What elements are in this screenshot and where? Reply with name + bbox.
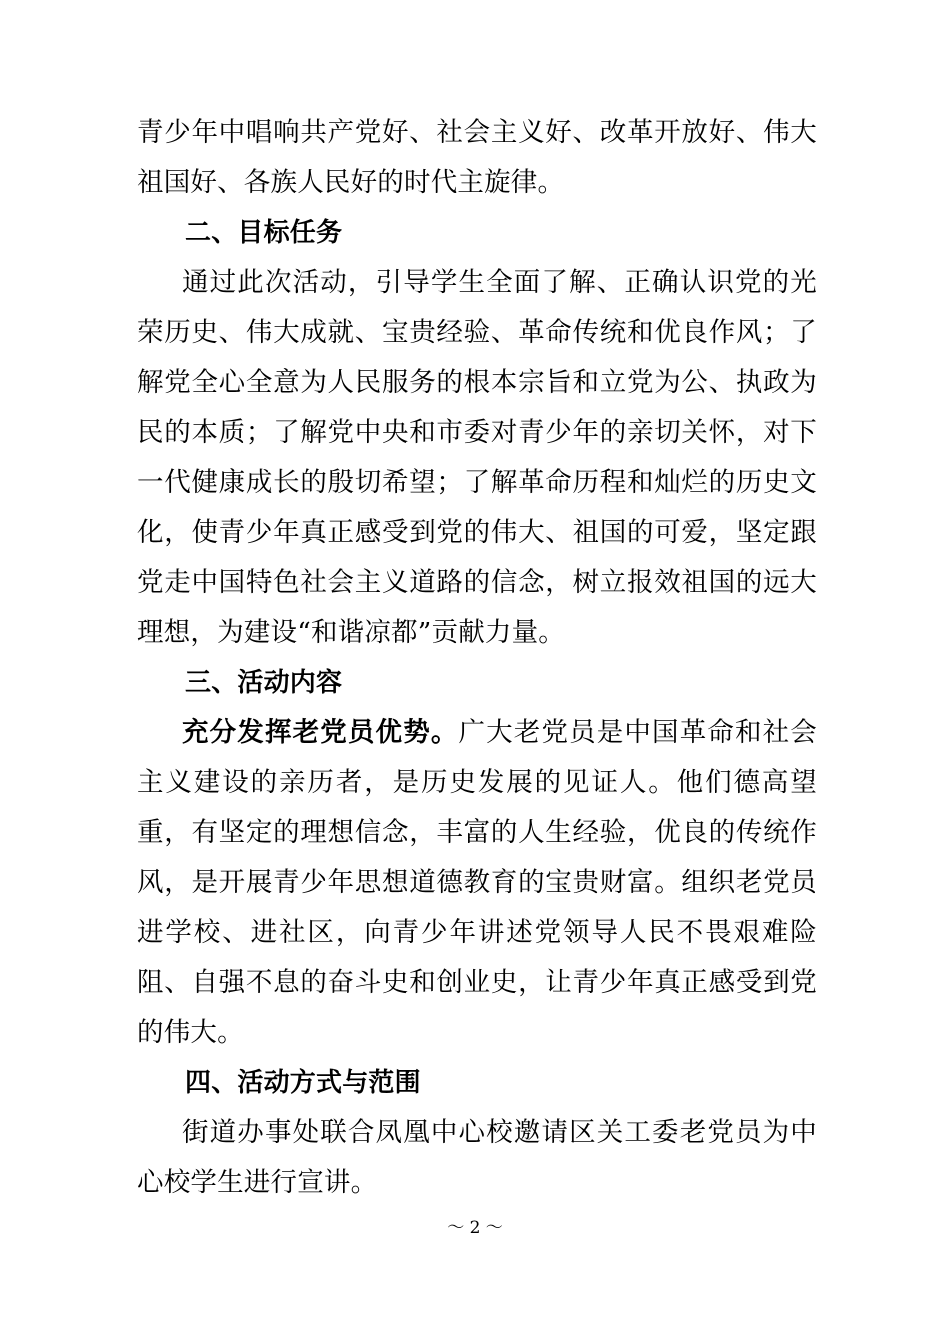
paragraph-method: 街道办事处联合凤凰中心校邀请区关工委老党员为中心校学生进行宣讲。: [137, 1117, 817, 1198]
section-heading-goals: 二、目标任务: [185, 218, 343, 248]
section-heading-method: 四、活动方式与范围: [185, 1068, 421, 1098]
paragraph-content-text: 广大老党员是中国革命和社会主义建设的亲历者，是历史发展的见证人。他们德高望重，有坚定的理想信念，丰富的人生经验，优良的传统作风，是开展青少年思想道德教育的宝贵财富。组织老党员进学校、进社区，向青少年讲述党领导人民不畏艰难险阻、自强不息的奋斗史和创业史，让青少年真正感受到党的伟大。: [137, 717, 817, 1048]
paragraph-lead-bold: 充分发挥老党员优势。: [182, 717, 459, 748]
page-number: ～ 2 ～: [447, 1218, 503, 1238]
paragraph-content: [137, 708, 817, 1058]
document-body: [137, 108, 817, 1208]
paragraph-goals: 通过此次活动，引导学生全面了解、正确认识党的光荣历史、伟大成就、宝贵经验、革命传统和优良作风；了解党全心全意为人民服务的根本宗旨和立党为公、执政为民的本质；了解党中央和市委对青少年的亲切关怀，对下一代健康成长的殷切希望；了解革命历程和灿烂的历史文化，使青少年真正感受到党的伟大、祖国的可爱，坚定跟党走中国特色社会主义道路的信念，树立报效祖国的远大理想，为建设“和谐凉都”贡献力量。: [137, 267, 817, 648]
paragraph-continuation: 青少年中唱响共产党好、社会主义好、改革开放好、伟大祖国好、各族人民好的时代主旋律。: [137, 117, 817, 198]
section-heading-content: 三、活动内容: [185, 668, 343, 698]
